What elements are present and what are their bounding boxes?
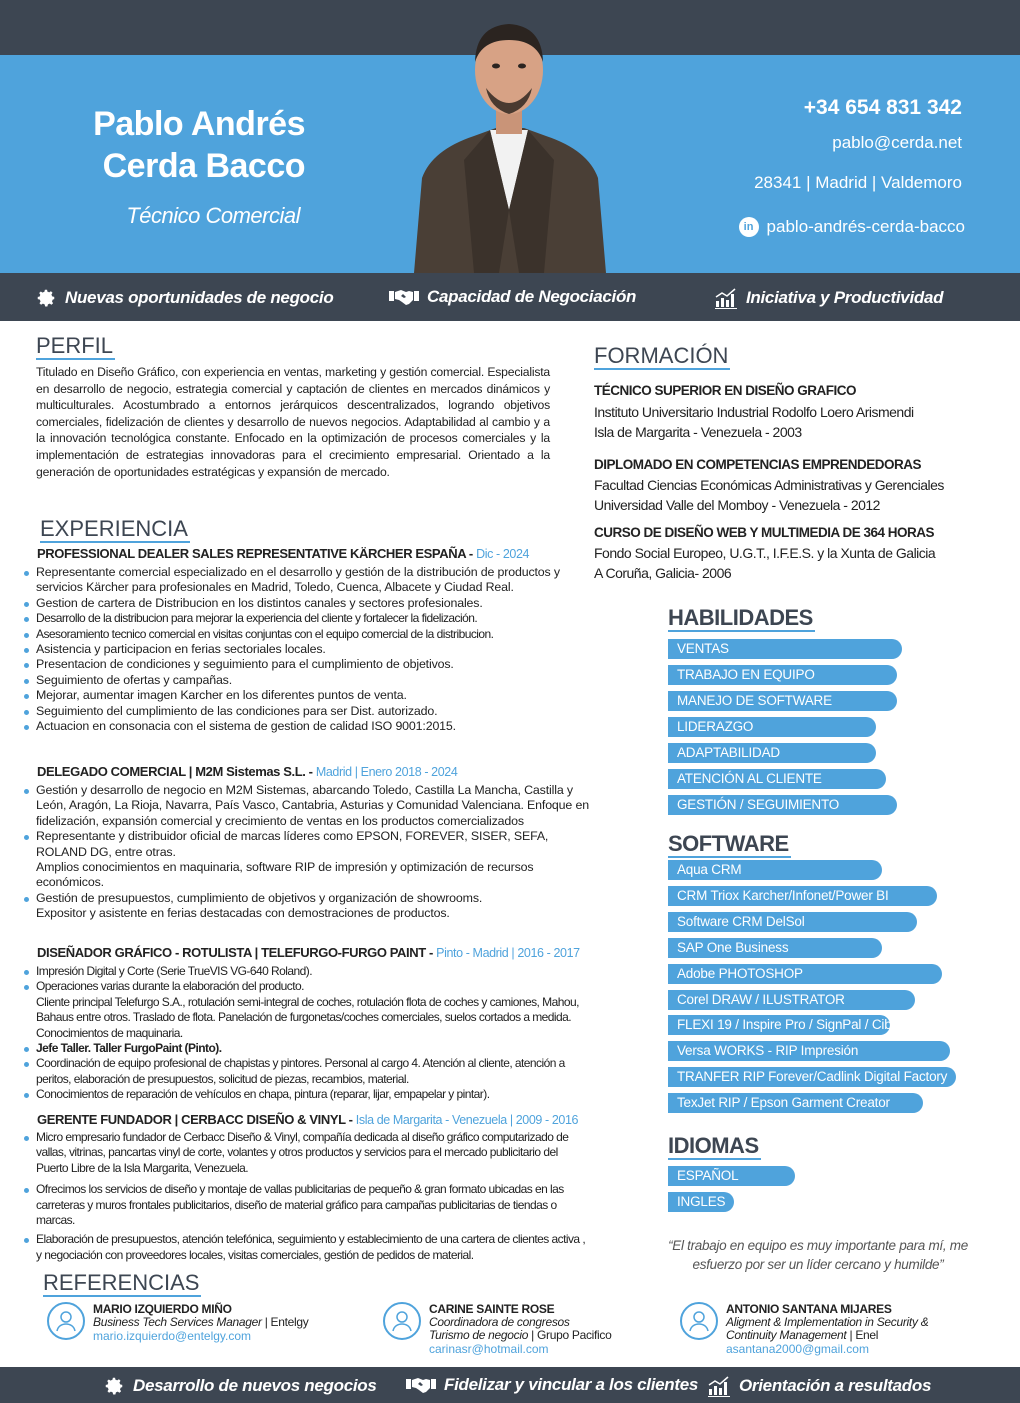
reference-email[interactable]: carinasr@hotmail.com [429,1342,549,1356]
skill-banner-item [714,287,943,309]
idiomas-pill: INGLES [668,1192,734,1212]
habilidades-pill: LIDERAZGO [668,717,876,737]
reference-name: CARINE SAINTE ROSE [429,1302,555,1316]
formacion-title: CURSO DE DISEÑO WEB Y MULTIMEDIA DE 364 HORAS [594,525,935,540]
formacion-title: TÉCNICO SUPERIOR EN DISEÑO GRAFICO [594,383,857,398]
address: 28341 | Madrid | Valdemoro [754,173,962,192]
formacion-institution: Facultad Ciencias Económicas Administrativas y Gerenciales [594,477,944,493]
list-item: Representante comercial especializado en el desarrollo y gestión de la distribución de productos y servicios Kärcher para profesionales en Madrid, Toledo, Cuenca, Albacete y Ciudad Real. [22,565,592,596]
reference-role: Coordinadora de congresos [429,1315,570,1329]
perfil-text: Titulado en Diseño Gráfico, con experiencia en ventas, marketing y gestión comercial. Especialista en desarrollo de negocio, estrategia comercial y captación de clientes en mercados dinámicos y multiculturales. Acostumbrado a entornos jerárquicos descentralizados, logrando objetivos comerciales, fidelización de clientes y desarrollo de nuevos negocios. Adaptabilidad al cambio y a la innovación tecnológica constante. Enfocado en la optimización de procesos comerciales y la implementación de estrategias innovadoras para el crecimiento empresarial. Orientado a la generación de oportunidades estratégicas y expansión de mercado. [36,365,550,479]
list-item: Elaboración de presupuestos, atención telefónica, seguimiento y establecimiento de una cartera de clientes activa , y negociación con proveedores locales, visitas comerciales, gestión de pedidos de material. [22,1232,592,1263]
list-item: Operaciones varias durante la elaboración del producto. [22,979,592,994]
software-pill: Corel DRAW / ILUSTRATOR [668,990,915,1010]
job-date: Pinto - Madrid | 2016 - 2017 [436,946,580,960]
bottom-banner-item [103,1375,377,1397]
job-heading: DISEÑADOR GRÁFICO - ROTULISTA | TELEFURGO-FURGO PAINT - Pinto - Madrid | 2016 - 2017 [37,945,580,960]
software-pill: TexJet RIP / Epson Garment Creator [668,1093,923,1113]
gear-icon [35,287,57,309]
list-item: Gestión y desarrollo de negocio en M2M Sistemas, abarcando Toledo, Castilla La Mancha, Castilla y León, Aragón, La Rioja, Navarra, País Vasco, Cantabria, Asturias y Comunidad Valenciana. Enfoque en fidelización, expansión comercial y crecimiento de ventas en los productos comercializados [22,783,592,829]
job-heading: DELEGADO COMERCIAL | M2M Sistemas S.L. - Madrid | Enero 2018 - 2024 [37,764,458,779]
gear-icon [103,1375,125,1397]
skill-banner-item [35,287,333,309]
job-heading: PROFESSIONAL DEALER SALES REPRESENTATIVE KÄRCHER ESPAÑA - Dic - 2024 [37,546,530,561]
habilidades-heading: HABILIDADES [668,605,813,630]
idiomas-pill: ESPAÑOL [668,1166,795,1186]
software-heading: SOFTWARE [668,831,789,856]
job-date: Madrid | Enero 2018 - 2024 [315,765,458,779]
skill-banner-item [389,287,636,307]
reference-role-2: Continuity Management | Enel [726,1328,879,1342]
bottom-banner-label: Desarrollo de nuevos negocios [133,1376,377,1395]
linkedin-icon: in [739,217,759,237]
habilidades-pill: MANEJO DE SOFTWARE [668,691,897,711]
name-last: Cerda Bacco [102,147,305,185]
software-pill: CRM Triox Karcher/Infonet/Power BI [668,886,937,906]
bottom-banner-item [707,1375,931,1397]
habilidades-pill: GESTIÓN / SEGUIMIENTO [668,795,897,815]
handshake-icon [389,287,419,307]
formacion-place: A Coruña, Galicia- 2006 [594,565,732,581]
job-title: Técnico Comercial [126,203,300,228]
bottom-banner-item [406,1375,698,1395]
bottom-banner-label: Orientación a resultados [739,1376,932,1395]
avatar [383,1302,421,1340]
skill-banner-label: Nuevas oportunidades de negocio [65,288,334,307]
software-pill: TRANFER RIP Forever/Cadlink Digital Factory [668,1067,956,1087]
habilidades-pill: ATENCIÓN AL CLIENTE [668,769,886,789]
list-item: Micro empresario fundador de Cerbacc Diseño & Vinyl, compañía dedicada al diseño gráfico computarizado de vallas, vitrinas, pancartas vinyl de corte, volantes y otros productos y servicios para el mercado publicitario del Puerto Libre de la Isla Margarita, Venezuela. [22,1130,592,1176]
list-item: Asesoramiento tecnico comercial en visitas conjuntas con el equipo comercial de la distribucion. [22,627,592,642]
reference-role: Business Tech Services Manager | Entelgy [93,1315,309,1329]
experiencia-heading: EXPERIENCIA [40,516,188,541]
chart-icon [714,287,738,309]
reference-role: Aligment & Implementation in Security & [726,1315,929,1329]
job-bullets [22,964,592,1103]
bottom-banner-label: Fidelizar y vincular a los clientes [444,1375,699,1394]
list-item: Gestion de cartera de Distribucion en los distintos canales y sectores profesionales. [22,596,592,611]
software-pill: Software CRM DelSol [668,912,917,932]
bottom-banner [0,1367,1020,1403]
habilidades-pill: ADAPTABILIDAD [668,743,876,763]
reference-card [47,1302,308,1343]
job-date: Dic - 2024 [476,547,530,561]
list-item: Seguimiento del cumplimiento de las condiciones para ser Dist. autorizado. [22,704,592,719]
job-heading: GERENTE FUNDADOR | CERBACC DISEÑO & VINYL - Isla de Margarita - Venezuela | 2009 - 2016 [37,1112,579,1127]
formacion-institution: Instituto Universitario Industrial Rodolfo Loero Arismendi [594,404,914,420]
reference-card [383,1302,612,1356]
list-item: Impresión Digital y Corte (Serie TrueVIS VG-640 Roland). [22,964,592,979]
formacion-title: DIPLOMADO EN COMPETENCIAS EMPRENDEDORAS [594,457,922,472]
avatar [47,1302,85,1340]
list-item: Cliente principal Telefurgo S.A., rotulación semi-integral de coches, rotulación flota de coches y camiones, Mahou, Bahaus entre otros. Traslado de flota. Panelación de furgonetas/coches comerciales, suelos cortados a medida. Conocimientos de maquinaria. [36,994,579,1040]
job-bullets [22,565,592,734]
handshake-icon [406,1375,436,1395]
list-item: Amplios conocimientos en maquinaria, software RIP de impresión y optimización de recursos económicos. [36,860,534,890]
skill-banner-label: Capacidad de Negociación [427,287,637,306]
referencias-heading: REFERENCIAS [43,1270,200,1295]
list-item: Ofrecimos los servicios de diseño y montaje de vallas publicitarias de pequeño & gran formato ubicadas en las carreteras y muros frontales publicitarios, diseño de material gráfico para campañas publicitarias de tiendas o marcas. [22,1182,592,1228]
reference-email[interactable]: asantana2000@gmail.com [726,1342,869,1356]
formacion-heading: FORMACIÓN [594,343,729,368]
list-item: Representante y distribuidor oficial de marcas líderes como EPSON, FOREVER, SISER, SEFA, ROLAND DG, entre otras. [22,829,592,860]
habilidades-pill: TRABAJO EN EQUIPO [668,665,897,685]
software-pill: Adobe PHOTOSHOP [668,964,942,984]
perfil-heading: PERFIL [36,333,114,358]
reference-name: ANTONIO SANTANA MIJARES [726,1302,892,1316]
list-item: Gestión de presupuestos, cumplimiento de objetivos y organización de showrooms. [22,891,592,906]
job-date: Isla de Margarita - Venezuela | 2009 - 2016 [355,1113,579,1127]
formacion-institution: Fondo Social Europeo, U.G.T., I.F.E.S. y la Xunta de Galicia [594,545,936,561]
reference-name: MARIO IZQUIERDO MIÑO [93,1302,232,1316]
skills-banner [0,273,1020,321]
list-item: Asistencia y participacion en ferias sectoriales locales. [22,642,592,657]
software-pill: Versa WORKS - RIP Impresión [668,1041,950,1061]
list-item: Conocimientos de reparación de vehículos en chapa, pintura (reparar, lijar, empapelar y pintar). [22,1087,592,1102]
software-pill: SAP One Business [668,938,882,958]
phone-number: +34 654 831 342 [803,96,962,119]
list-item: Actuacion en consonacia con el sistema de gestion de calidad ISO 9001:2015. [22,719,592,734]
linkedin-link[interactable] [739,217,965,237]
list-item: Presentacion de condiciones y seguimiento para el cumplimiento de objetivos. [22,657,592,672]
profile-photo [404,10,614,273]
job-bullets [22,1130,592,1263]
formacion-place: Universidad Valle del Momboy - Venezuela - 2012 [594,497,880,513]
software-pill: FLEXI 19 / Inspire Pro / SignPal / CiberCut [668,1015,890,1035]
habilidades-pill: VENTAS [668,639,902,659]
list-item: Seguimiento de ofertas y campañas. [22,673,592,688]
name-first: Pablo Andrés [93,105,305,143]
chart-icon [707,1375,731,1397]
quote: “El trabajo en equipo es muy importante para mí, me esfuerzo por ser un líder cercano y humilde” [668,1238,968,1272]
list-item: Coordinación de equipo profesional de chapistas y pintores. Personal al cargo 4. Atención al cliente, atención a peritos, elaboración de presupuestos, solicitud de piezas, recambios, material. [22,1056,592,1087]
list-item: Expositor y asistente en ferias destacadas con demostraciones de productos. [36,906,450,921]
job-bullets [22,783,592,922]
reference-role-2: Turismo de negocio | Grupo Pacifico [429,1328,612,1342]
avatar [680,1302,718,1340]
email-address[interactable]: pablo@cerda.net [832,133,962,152]
idiomas-heading: IDIOMAS [668,1133,759,1158]
software-pill: Aqua CRM [668,860,882,880]
list-item: Mejorar, aumentar imagen Karcher en los diferentes puntos de venta. [22,688,592,703]
formacion-place: Isla de Margarita - Venezuela - 2003 [594,424,802,440]
list-item: Desarrollo de la distribucion para mejorar la experiencia del cliente y fortalecer la fidelización. [22,611,592,626]
linkedin-handle: pablo-andrés-cerda-bacco [766,217,965,236]
reference-card [680,1302,928,1356]
skill-banner-label: Iniciativa y Productividad [746,288,944,307]
list-item: Jefe Taller. Taller FurgoPaint (Pinto). [22,1041,592,1056]
reference-email[interactable]: mario.izquierdo@entelgy.com [93,1329,252,1343]
